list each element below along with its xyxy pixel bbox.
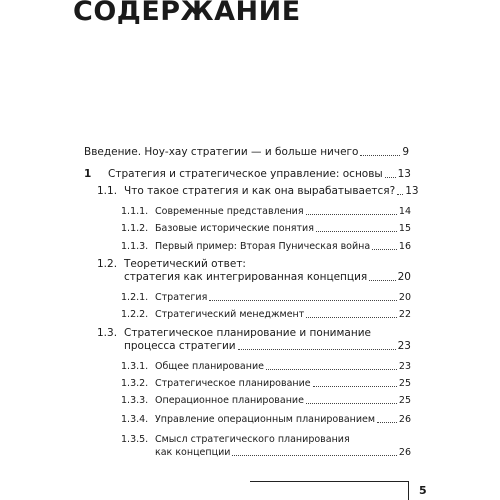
toc-entry-page: 13 bbox=[405, 185, 419, 197]
toc-entry-1-1-3[interactable] bbox=[121, 240, 411, 253]
leader-dots bbox=[238, 349, 396, 350]
toc-entry-introduction[interactable] bbox=[84, 146, 409, 159]
toc-entry-1-3-5[interactable] bbox=[121, 433, 411, 459]
toc-entry-page: 14 bbox=[398, 206, 411, 217]
toc-entry-number: 1.3.5. bbox=[121, 434, 149, 445]
toc-entry-page: 25 bbox=[398, 378, 411, 389]
toc-entry-number: 1.2.2. bbox=[121, 309, 149, 320]
toc-entry-title: Стратегический менеджмент bbox=[155, 309, 305, 320]
leader-dots bbox=[266, 369, 397, 370]
toc-entry-1-3-2[interactable] bbox=[121, 377, 411, 390]
leader-dots bbox=[209, 300, 397, 301]
toc-entry-chapter-1[interactable] bbox=[84, 168, 411, 181]
toc-entry-number: 1.3. bbox=[97, 327, 118, 339]
footer-rule bbox=[250, 481, 408, 482]
toc-entry-title: Стратегическое планирование bbox=[155, 378, 311, 389]
toc-entry-1-1[interactable] bbox=[97, 185, 419, 198]
toc-entry-1-2-1[interactable] bbox=[121, 291, 411, 304]
toc-entry-number: 1.3.4. bbox=[121, 414, 149, 425]
toc-entry-title-line-1: Смысл стратегического планирования bbox=[155, 434, 350, 445]
toc-entry-number: 1.2. bbox=[97, 258, 118, 270]
toc-entry-1-2-2[interactable] bbox=[121, 308, 411, 321]
page-number: 5 bbox=[419, 484, 427, 497]
leader-dots bbox=[306, 317, 397, 318]
toc-entry-title-line-2: как концепции bbox=[155, 447, 231, 458]
leader-dots bbox=[369, 280, 395, 281]
toc-entry-title: Управление операционным планированием bbox=[155, 414, 376, 425]
page-title: СОДЕРЖАНИЕ bbox=[73, 0, 301, 27]
toc-entry-number: 1.1.1. bbox=[121, 206, 149, 217]
toc-entry-1-3-4[interactable] bbox=[121, 413, 411, 426]
toc-entry-page: 23 bbox=[398, 361, 411, 372]
toc-entry-title-line-2: процесса стратегии bbox=[124, 340, 236, 352]
toc-entry-title: Общее планирование bbox=[155, 361, 264, 372]
leader-dots bbox=[316, 231, 397, 232]
toc-entry-title: Операционное планирование bbox=[155, 395, 304, 406]
toc-entry-title: Что такое стратегия и как она вырабатывается? bbox=[124, 185, 396, 197]
leader-dots bbox=[385, 177, 396, 178]
toc-entry-1-2[interactable] bbox=[97, 258, 411, 284]
leader-dots bbox=[232, 455, 396, 456]
toc-entry-number: 1.1. bbox=[97, 185, 118, 197]
toc-entry-number: 1.1.2. bbox=[121, 223, 149, 234]
toc-entry-title-line-2: стратегия как интегрированная концепция bbox=[124, 271, 368, 283]
toc-entry-page: 15 bbox=[398, 223, 411, 234]
toc-entry-1-3-3[interactable] bbox=[121, 394, 411, 407]
toc-entry-number: 1 bbox=[84, 168, 92, 180]
toc-entry-page: 13 bbox=[397, 168, 411, 180]
leader-dots bbox=[306, 214, 397, 215]
leader-dots bbox=[313, 386, 397, 387]
toc-entry-title: Стратегия bbox=[155, 292, 208, 303]
toc-entry-number: 1.1.3. bbox=[121, 241, 149, 252]
leader-dots bbox=[360, 155, 400, 156]
toc-entry-page: 26 bbox=[398, 414, 411, 425]
leader-dots bbox=[372, 249, 397, 250]
footer-rule-vertical bbox=[408, 481, 409, 500]
toc-entry-1-3-1[interactable] bbox=[121, 360, 411, 373]
leader-dots bbox=[377, 422, 397, 423]
toc-entry-1-1-1[interactable] bbox=[121, 205, 411, 218]
toc-entry-number: 1.3.1. bbox=[121, 361, 149, 372]
toc-entry-page: 22 bbox=[398, 309, 411, 320]
toc-entry-title-line-1: Теоретический ответ: bbox=[124, 258, 246, 270]
toc-entry-page: 16 bbox=[398, 241, 411, 252]
toc-entry-page: 23 bbox=[397, 340, 411, 352]
toc-entry-1-1-2[interactable] bbox=[121, 222, 411, 235]
toc-entry-title-line-1: Стратегическое планирование и понимание bbox=[124, 327, 372, 339]
leader-dots bbox=[397, 194, 403, 195]
leader-dots bbox=[306, 403, 397, 404]
toc-entry-title: Современные представления bbox=[155, 206, 304, 217]
toc-entry-page: 9 bbox=[402, 146, 409, 158]
toc-entry-title: Базовые исторические понятия bbox=[155, 223, 314, 234]
toc-entry-number: 1.3.3. bbox=[121, 395, 149, 406]
toc-entry-page: 25 bbox=[398, 395, 411, 406]
toc-entry-page: 20 bbox=[398, 292, 411, 303]
toc-entry-title: Введение. Ноу-хау стратегии — и больше ничего bbox=[84, 146, 359, 158]
toc-entry-page: 20 bbox=[397, 271, 411, 283]
toc-entry-number: 1.2.1. bbox=[121, 292, 149, 303]
toc-entry-number: 1.3.2. bbox=[121, 378, 149, 389]
toc-entry-page: 26 bbox=[398, 447, 411, 458]
toc-entry-1-3[interactable] bbox=[97, 327, 411, 353]
toc-entry-title: Стратегия и стратегическое управление: основы bbox=[108, 168, 383, 180]
toc-entry-title: Первый пример: Вторая Пуническая война bbox=[155, 241, 371, 252]
